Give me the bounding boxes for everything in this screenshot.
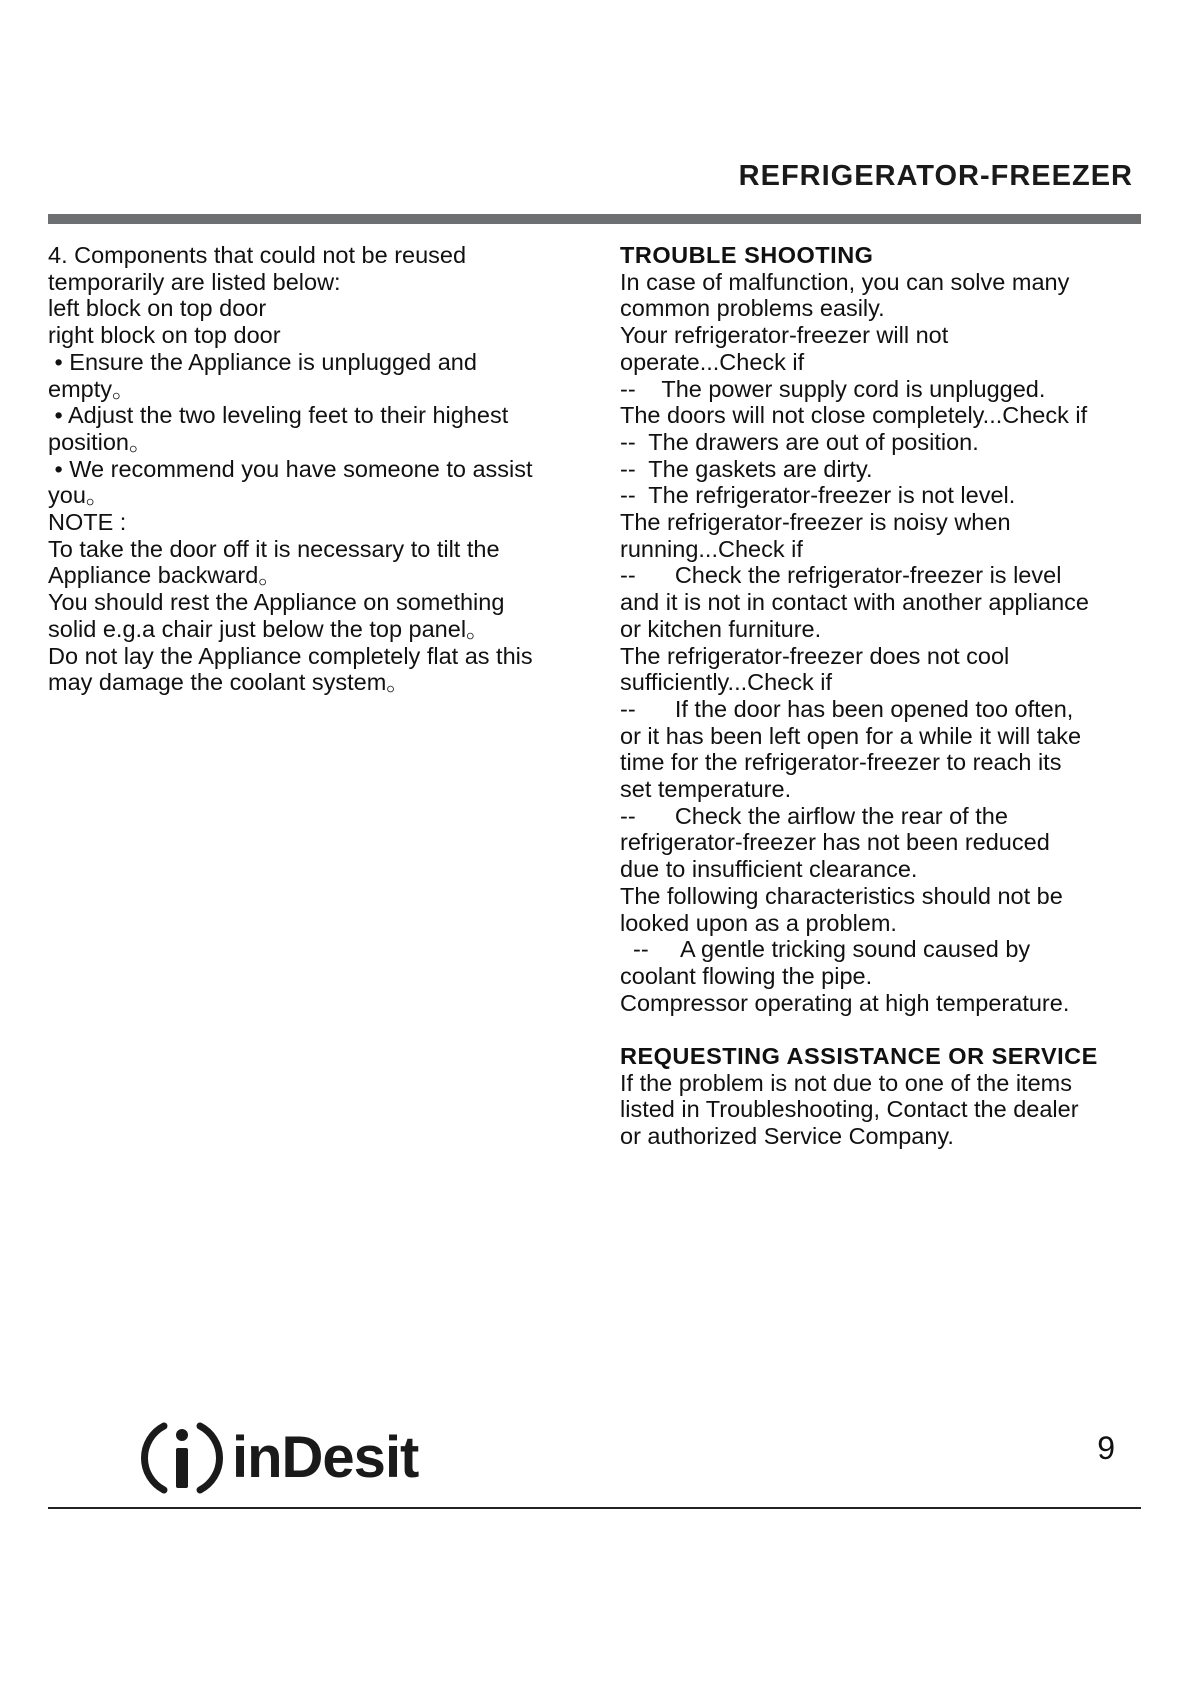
indesit-circle-i-icon	[140, 1418, 224, 1498]
text-line: left block on top door	[48, 295, 267, 322]
text-line: or kitchen furniture.	[620, 615, 822, 642]
text-line: The refrigerator-freezer does not cool	[620, 642, 1010, 669]
text-line: position。	[48, 428, 153, 455]
text-line: Compressor operating at high temperature.	[620, 989, 1070, 1016]
check-item: -- Check the refrigerator-freezer is level	[620, 562, 1062, 589]
check-item: -- Check the airflow the rear of the	[620, 802, 1008, 829]
text-line: In case of malfunction, you can solve many	[620, 268, 1070, 295]
text-line: you。	[48, 482, 110, 509]
text-line: may damage the coolant system。	[48, 669, 410, 696]
check-item: -- The drawers are out of position.	[620, 428, 979, 455]
bullet-line: • Ensure the Appliance is unplugged and	[48, 348, 477, 375]
check-item: -- The refrigerator-freezer is not level.	[620, 482, 1016, 509]
check-item: -- The gaskets are dirty.	[620, 455, 873, 482]
text-line: temporarily are listed below:	[48, 268, 341, 295]
bullet-line: • We recommend you have someone to assist	[48, 455, 533, 482]
left-column	[48, 242, 608, 696]
text-line: The following characteristics should not be	[620, 882, 1063, 909]
check-item: -- If the door has been opened too often,	[620, 695, 1074, 722]
text-line: listed in Troubleshooting, Contact the dealer	[620, 1096, 1079, 1123]
check-item: -- A gentle tricking sound caused by	[620, 936, 1031, 963]
service-heading: REQUESTING ASSISTANCE OR SERVICE	[620, 1043, 1098, 1070]
page-number: 9	[1097, 1430, 1115, 1466]
text-line: You should rest the Appliance on something	[48, 589, 505, 616]
text-line: Appliance backward。	[48, 562, 282, 589]
text-line: coolant flowing the pipe.	[620, 962, 873, 989]
bullet-line: • Adjust the two leveling feet to their highest	[48, 402, 509, 429]
text-line: running...Check if	[620, 535, 803, 562]
text-line: solid e.g.a chair just below the top panel。	[48, 615, 490, 642]
text-line: empty。	[48, 375, 136, 402]
text-line: or it has been left open for a while it will take	[620, 722, 1082, 749]
text-line: looked upon as a problem.	[620, 909, 897, 936]
text-line: set temperature.	[620, 776, 792, 803]
text-line: or authorized Service Company.	[620, 1123, 954, 1150]
text-line: refrigerator-freezer has not been reduced	[620, 829, 1050, 856]
text-line: Do not lay the Appliance completely flat as this	[48, 642, 533, 669]
text-line: due to insufficient clearance.	[620, 856, 918, 883]
check-item: -- The power supply cord is unplugged.	[620, 375, 1046, 402]
text-line: The doors will not close completely...Check if	[620, 402, 1088, 429]
page-header-title: REFRIGERATOR-FREEZER	[738, 160, 1133, 192]
brand-wordmark: inDesit	[232, 1425, 419, 1490]
text-line: If the problem is not due to one of the items	[620, 1069, 1072, 1096]
text-line: and it is not in contact with another appliance	[620, 589, 1089, 616]
text-line: 4. Components that could not be reused	[48, 242, 467, 268]
footer-divider	[48, 1507, 1141, 1509]
note-label: NOTE :	[48, 509, 127, 536]
text-line: time for the refrigerator-freezer to reach its	[620, 749, 1062, 776]
section-gap	[620, 1016, 1150, 1043]
right-column	[620, 242, 1150, 1150]
text-line: common problems easily.	[620, 295, 885, 322]
trouble-shooting-heading: TROUBLE SHOOTING	[620, 242, 874, 268]
text-line: The refrigerator-freezer is noisy when	[620, 509, 1011, 536]
text-line: To take the door off it is necessary to tilt the	[48, 535, 500, 562]
text-line: right block on top door	[48, 322, 281, 349]
indesit-logo	[140, 1418, 440, 1498]
text-line: sufficiently...Check if	[620, 669, 833, 696]
text-line: operate...Check if	[620, 348, 805, 375]
text-line: Your refrigerator-freezer will not	[620, 322, 949, 349]
header-divider	[48, 214, 1141, 224]
